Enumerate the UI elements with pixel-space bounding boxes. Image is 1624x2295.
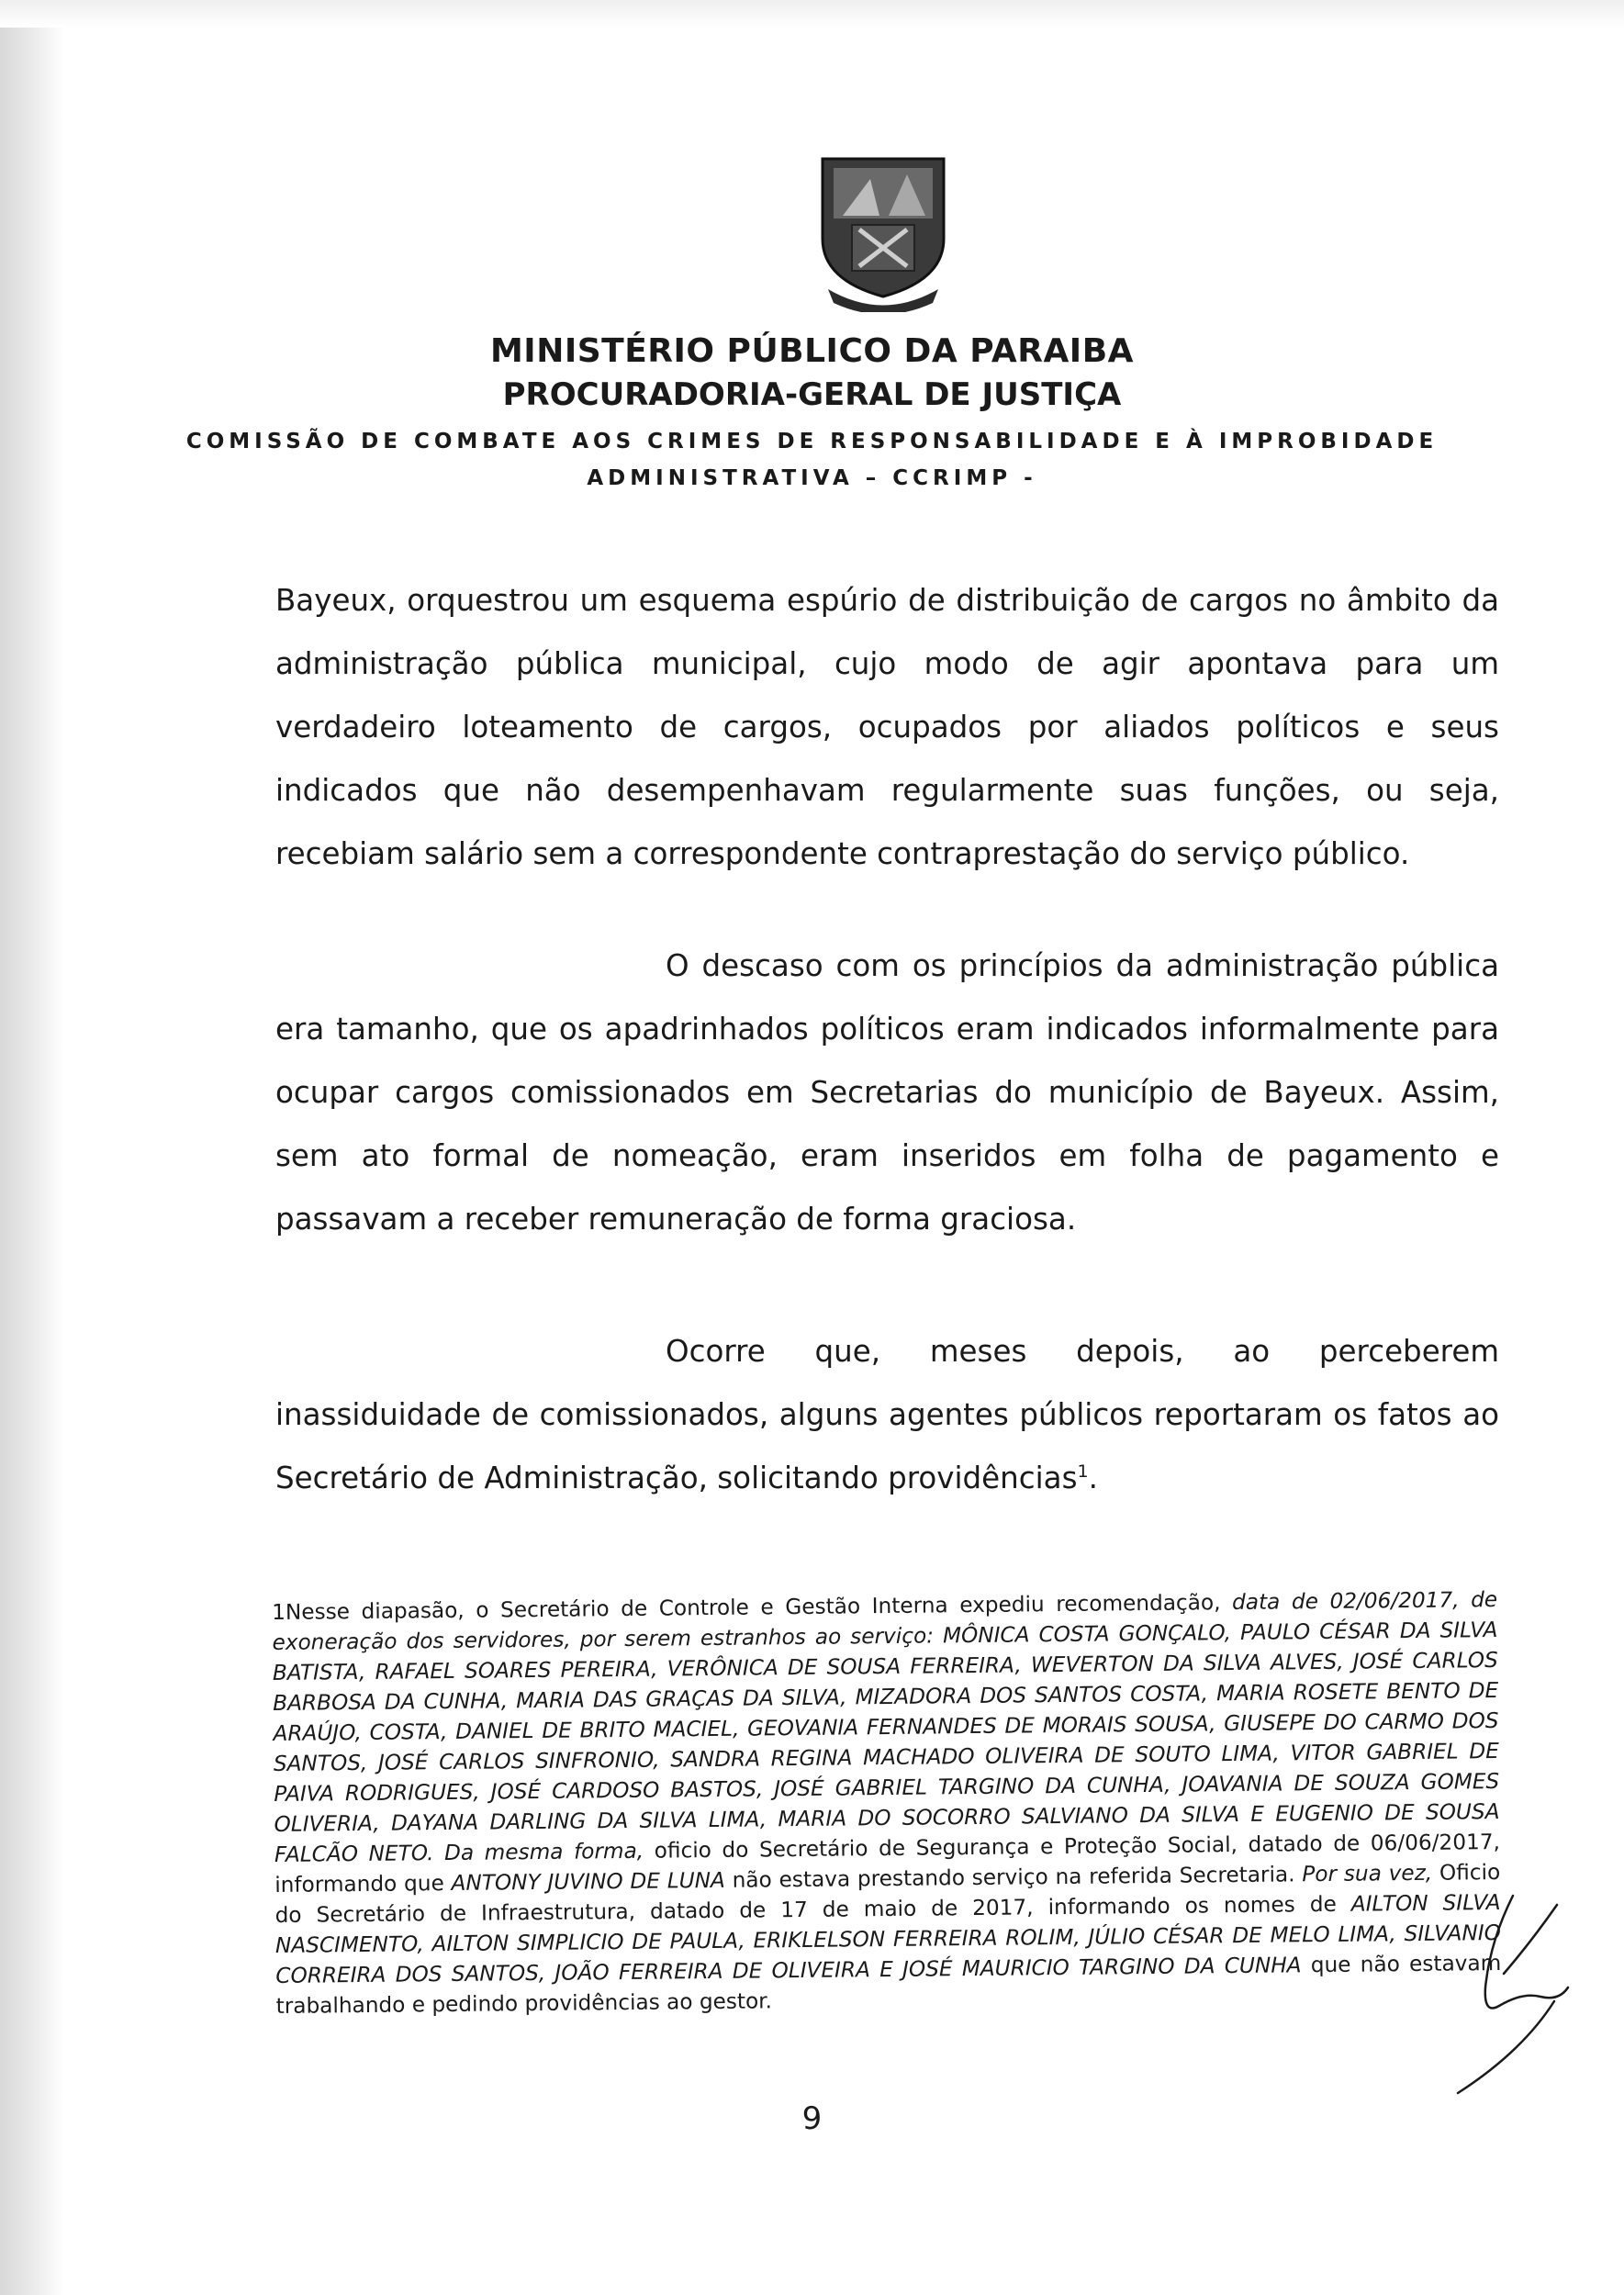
coat-of-arms-emblem — [815, 151, 951, 312]
body-paragraph-1: Bayeux, orquestrou um esquema espúrio de distribuição de cargos no âmbito da administração pública municipal, cujo modo de agir apontava para um verdadeiro loteamento de cargos, ocupados por aliados políticos e seus indicados que não desempenhavam regularmente suas funções, ou seja, recebiam salário sem a correspondente contraprestação do serviço público. — [275, 583, 1499, 871]
footnote-text-1: Nesse diapasão, o Secretário de Controle e Gestão Interna expediu recomendação, — [285, 1590, 1233, 1625]
handwritten-signature — [1449, 1886, 1577, 2107]
footnote-text-8: AILTON SILVA NASCIMENTO, AILTON SIMPLICIO DE PAULA, ERIKLELSON FERREIRA ROLIM, JÚLIO CÉSAR DE MELO LIMA, SILVANIO CORREIRA DOS SANTOS, JOÃO FERREIRA DE OLIVEIRA E JOSÉ MAURICIO TARGINO DA CUNHA — [274, 1890, 1502, 1988]
commission-line-2: ADMINISTRATIVA – CCRIMP - — [587, 466, 1037, 490]
footnote-text-4: ANTONY JUVINO DE LUNA — [451, 1867, 725, 1896]
org-title: MINISTÉRIO PÚBLICO DA PARAIBA — [489, 332, 1134, 370]
body-paragraph-2: O descaso com os princípios da administração pública era tamanho, que os apadrinhados políticos eram indicados informalmente para ocupar cargos comissionados em Secretarias do município de Bayeux. Assim, sem ato formal de nomeação, eram inseridos em folha de pagamento e passavam a receber remuneração de forma graciosa. — [275, 948, 1499, 1237]
page-number: 9 — [801, 2100, 823, 2137]
footnote-text-2: data de 02/06/2017, de exoneração dos servidores, por serem estranhos ao serviço: MÔNICA COSTA GONÇALO, PAULO CÉSAR DA SILVA BATISTA, RAFAEL SOARES PEREIRA, VERÔNICA DE SOUSA FERREIRA, WEVERTON DA SILVA ALVES, JOSÉ CARLOS BARBOSA DA CUNHA, MARIA DAS GRAÇAS DA SILVA, MIZADORA DOS SANTOS COSTA, MARIA ROSETE BENTO DE ARAÚJO, COSTA, DANIEL DE BRITO MACIEL, GEOVANIA FERNANDES DE MORAIS SOUSA, GIUSEPE DO CARMO DOS SANTOS, JOSÉ CARLOS SINFRONIO, SANDRA REGINA MACHADO OLIVEIRA DE SOUTO LIMA, VITOR GABRIEL DE PAIVA RODRIGUES, JOSÉ CARDOSO BASTOS, JOSÉ GABRIEL TARGINO DA CUNHA, JOAVANIA DE SOUZA GOMES OLIVERIA, DAYANA DARLING DA SILVA LIMA, MARIA DO SOCORRO SALVIANO DA SILVA E EUGENIO DE SOUSA FALCÃO NETO. Da mesma forma, — [272, 1587, 1500, 1867]
paragraph-3-text: Ocorre que, meses depois, ao perceberem inassiduidade de comissionados, alguns agentes públicos reportaram os fatos ao Secretário de Administração, solicitando providências — [275, 1334, 1499, 1495]
footnote-text-6: Por sua vez, — [1302, 1860, 1433, 1887]
footnote-reference: 1 — [1077, 1461, 1089, 1483]
footnote-text-7: Oficio do Secretário de Infraestrutura, datado de 17 de maio de 2017, informando os nomes de — [274, 1860, 1501, 1928]
footnote-text-9: que não estavam trabalhando e pedindo providências ao gestor. — [275, 1950, 1502, 2019]
footnote — [272, 1584, 1502, 2021]
footnote-text-5: não estava prestando serviço na referida Secretaria. — [724, 1862, 1303, 1893]
dept-title: PROCURADORIA-GERAL DE JUSTIÇA — [502, 376, 1122, 413]
footnote-text-3: oficio do Secretário de Segurança e Proteção Social, datado de 06/06/2017, informando que — [274, 1830, 1501, 1898]
commission-line-1: COMISSÃO DE COMBATE AOS CRIMES DE RESPONSABILIDADE E À IMPROBIDADE — [185, 430, 1439, 453]
scan-top-shadow — [0, 0, 1624, 28]
footnote-number: 1 — [272, 1599, 286, 1625]
body-paragraph-3: Ocorre que, meses depois, ao perceberem inassiduidade de comissionados, alguns agentes públicos reportaram os fatos ao Secretário de Administração, solicitando providências$^1$. — [275, 1334, 1499, 1495]
